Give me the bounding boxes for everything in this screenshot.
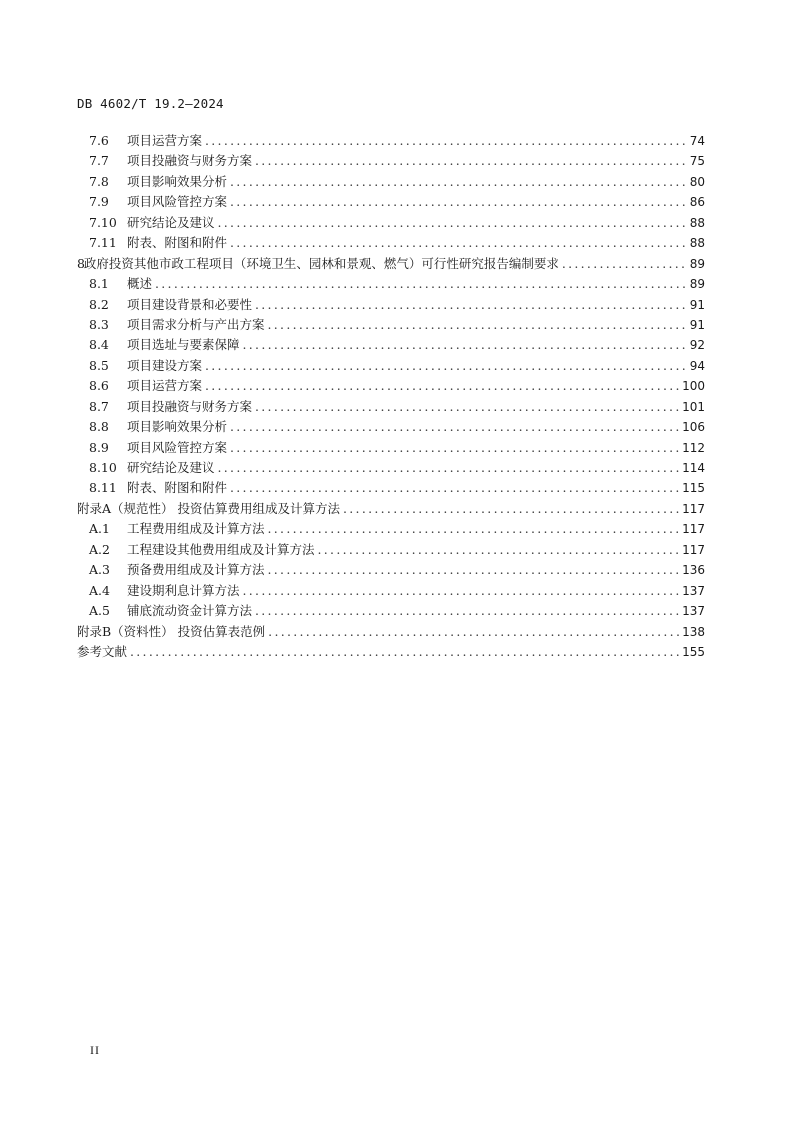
toc-entry[interactable] <box>77 376 705 396</box>
toc-entry-page: 117 <box>682 522 705 537</box>
toc-entry-title: 参考文献 <box>77 643 128 659</box>
toc-entry[interactable] <box>77 478 705 498</box>
toc-entry[interactable] <box>77 642 705 662</box>
toc-entry-number: 7.10 <box>89 214 117 230</box>
toc-entry-number: 8 <box>77 255 85 271</box>
toc-entry-number: 8.10 <box>89 460 117 475</box>
toc-entry-title: 概述 <box>127 276 153 292</box>
toc-dot-leader <box>130 642 679 662</box>
toc-entry-title: 工程建设其他费用组成及计算方法 <box>127 541 315 557</box>
toc-entry[interactable] <box>77 213 705 233</box>
toc-entry-title: 政府投资其他市政工程项目（环境卫生、园林和景观、燃气）可行性研究报告编制要求 <box>83 255 559 271</box>
toc-entry-page: 101 <box>682 399 705 414</box>
toc-dot-leader <box>255 151 687 171</box>
toc-dot-leader <box>230 438 679 458</box>
toc-dot-leader <box>268 315 687 335</box>
toc-dot-leader <box>343 499 679 519</box>
toc-dot-leader <box>205 376 679 396</box>
toc-entry-page: 155 <box>682 644 705 659</box>
toc-entry-page: 89 <box>689 277 705 292</box>
toc-dot-leader <box>255 295 687 315</box>
toc-dot-leader <box>230 478 679 498</box>
toc-entry[interactable] <box>77 295 705 315</box>
toc-entry-page: 115 <box>682 481 705 496</box>
toc-entry-title: 建设期利息计算方法 <box>127 582 240 598</box>
toc-dot-leader <box>205 131 687 151</box>
toc-entry-number: 7.9 <box>89 194 109 210</box>
toc-entry-number: A.4 <box>89 582 110 598</box>
toc-entry-page: 88 <box>689 236 705 251</box>
toc-entry-number: 7.8 <box>89 173 109 189</box>
toc-entry[interactable] <box>77 274 705 294</box>
toc-dot-leader <box>155 274 687 294</box>
toc-entry[interactable] <box>77 622 705 642</box>
toc-entry-number: A.3 <box>89 562 110 578</box>
toc-entry-title: 项目投融资与财务方案 <box>127 153 253 169</box>
toc-entry[interactable] <box>77 397 705 417</box>
toc-dot-leader <box>268 622 679 642</box>
toc-entry[interactable] <box>77 151 705 171</box>
toc-entry-number: 7.11 <box>89 235 117 251</box>
toc-entry-page: 94 <box>689 358 705 373</box>
toc-entry-title: 铺底流动资金计算方法 <box>127 603 253 619</box>
toc-entry-title: 项目建设背景和必要性 <box>127 296 253 312</box>
toc-entry-number: 8.2 <box>89 296 109 312</box>
toc-dot-leader <box>205 356 687 376</box>
toc-entry-number: 8.6 <box>89 378 109 394</box>
toc-entry-title: 工程费用组成及计算方法 <box>127 521 265 537</box>
toc-entry[interactable] <box>77 581 705 601</box>
toc-entry[interactable] <box>77 519 705 539</box>
toc-entry-title: 项目建设方案 <box>127 357 203 373</box>
toc-entry[interactable] <box>77 499 705 519</box>
toc-entry-page: 88 <box>689 215 705 230</box>
toc-entry-page: 92 <box>689 338 705 353</box>
toc-entry[interactable] <box>77 438 705 458</box>
toc-entry[interactable] <box>77 335 705 355</box>
toc-entry-title: 附录B（资料性） 投资估算表范例 <box>77 623 266 639</box>
toc-entry-page: 89 <box>689 256 705 271</box>
toc-entry-page: 75 <box>689 154 705 169</box>
toc-entry-number: 8.5 <box>89 357 109 373</box>
toc-dot-leader <box>562 254 687 274</box>
toc-dot-leader <box>243 581 680 601</box>
toc-entry[interactable] <box>77 540 705 560</box>
toc-dot-leader <box>268 560 680 580</box>
toc-dot-leader <box>255 397 679 417</box>
toc-entry-title: 预备费用组成及计算方法 <box>127 562 265 578</box>
toc-entry-number: 7.6 <box>89 133 109 148</box>
toc-entry[interactable] <box>77 172 705 192</box>
toc-entry-title: 研究结论及建议 <box>127 460 215 475</box>
toc-entry-title: 项目需求分析与产出方案 <box>127 316 265 332</box>
toc-entry-number: 8.9 <box>89 439 109 455</box>
toc-entry-title: 项目选址与要素保障 <box>127 337 240 353</box>
toc-entry-page: 91 <box>689 297 705 312</box>
toc-entry[interactable] <box>77 560 705 580</box>
toc-dot-leader <box>230 417 679 437</box>
toc-entry-title: 项目运营方案 <box>127 133 203 148</box>
table-of-contents <box>77 131 705 662</box>
toc-dot-leader <box>230 192 687 212</box>
toc-entry-page: 117 <box>682 542 705 557</box>
toc-entry-number: 8.8 <box>89 419 109 435</box>
toc-entry-page: 91 <box>689 317 705 332</box>
toc-entry-page: 137 <box>682 583 705 598</box>
toc-entry[interactable] <box>77 315 705 335</box>
toc-entry-title: 项目影响效果分析 <box>127 419 228 435</box>
toc-entry[interactable] <box>77 356 705 376</box>
toc-entry-page: 114 <box>682 461 705 475</box>
toc-entry-title: 项目运营方案 <box>127 378 203 394</box>
toc-entry-page: 86 <box>689 195 705 210</box>
toc-entry-number: 8.4 <box>89 337 109 353</box>
toc-entry-number: A.2 <box>89 541 110 557</box>
toc-dot-leader <box>230 172 687 192</box>
toc-entry[interactable] <box>77 254 705 274</box>
toc-entry-page: 112 <box>682 440 705 455</box>
toc-entry[interactable] <box>77 458 705 478</box>
toc-entry-number: 8.11 <box>89 480 117 496</box>
toc-entry-title: 研究结论及建议 <box>127 214 215 230</box>
toc-entry-page: 100 <box>682 379 705 394</box>
toc-dot-leader <box>318 540 680 560</box>
toc-entry-page: 138 <box>682 624 705 639</box>
toc-dot-leader <box>218 458 680 478</box>
toc-entry-title: 附录A（规范性） 投资估算费用组成及计算方法 <box>77 500 341 516</box>
toc-entry-page: 106 <box>682 420 705 435</box>
toc-entry-number: A.1 <box>89 521 110 537</box>
toc-entry-title: 附表、附图和附件 <box>127 235 228 251</box>
toc-entry-page: 80 <box>689 174 705 189</box>
toc-entry-title: 附表、附图和附件 <box>127 480 228 496</box>
toc-entry-number: 8.1 <box>89 276 109 292</box>
toc-entry[interactable] <box>77 601 705 621</box>
toc-entry-number: 8.7 <box>89 398 109 414</box>
toc-entry[interactable] <box>77 131 705 151</box>
toc-dot-leader <box>255 601 679 621</box>
toc-entry-number: 7.7 <box>89 153 109 169</box>
toc-entry-title: 项目影响效果分析 <box>127 173 228 189</box>
toc-entry[interactable] <box>77 233 705 253</box>
toc-entry-number: 8.3 <box>89 316 109 332</box>
toc-dot-leader <box>230 233 687 253</box>
standard-code: DB 4602/T 19.2—2024 <box>77 96 224 111</box>
toc-dot-leader <box>268 519 680 539</box>
toc-entry-page: 137 <box>682 604 705 619</box>
page-number: II <box>90 1043 100 1057</box>
toc-dot-leader <box>218 213 687 233</box>
toc-dot-leader <box>243 335 687 355</box>
toc-entry[interactable] <box>77 417 705 437</box>
toc-entry-page: 117 <box>682 501 705 516</box>
toc-entry-title: 项目风险管控方案 <box>127 439 228 455</box>
toc-entry-title: 项目风险管控方案 <box>127 194 228 210</box>
toc-entry-number: A.5 <box>89 603 110 619</box>
toc-entry[interactable] <box>77 192 705 212</box>
toc-entry-page: 136 <box>682 563 705 578</box>
toc-entry-title: 项目投融资与财务方案 <box>127 398 253 414</box>
toc-entry-page: 74 <box>689 134 705 148</box>
